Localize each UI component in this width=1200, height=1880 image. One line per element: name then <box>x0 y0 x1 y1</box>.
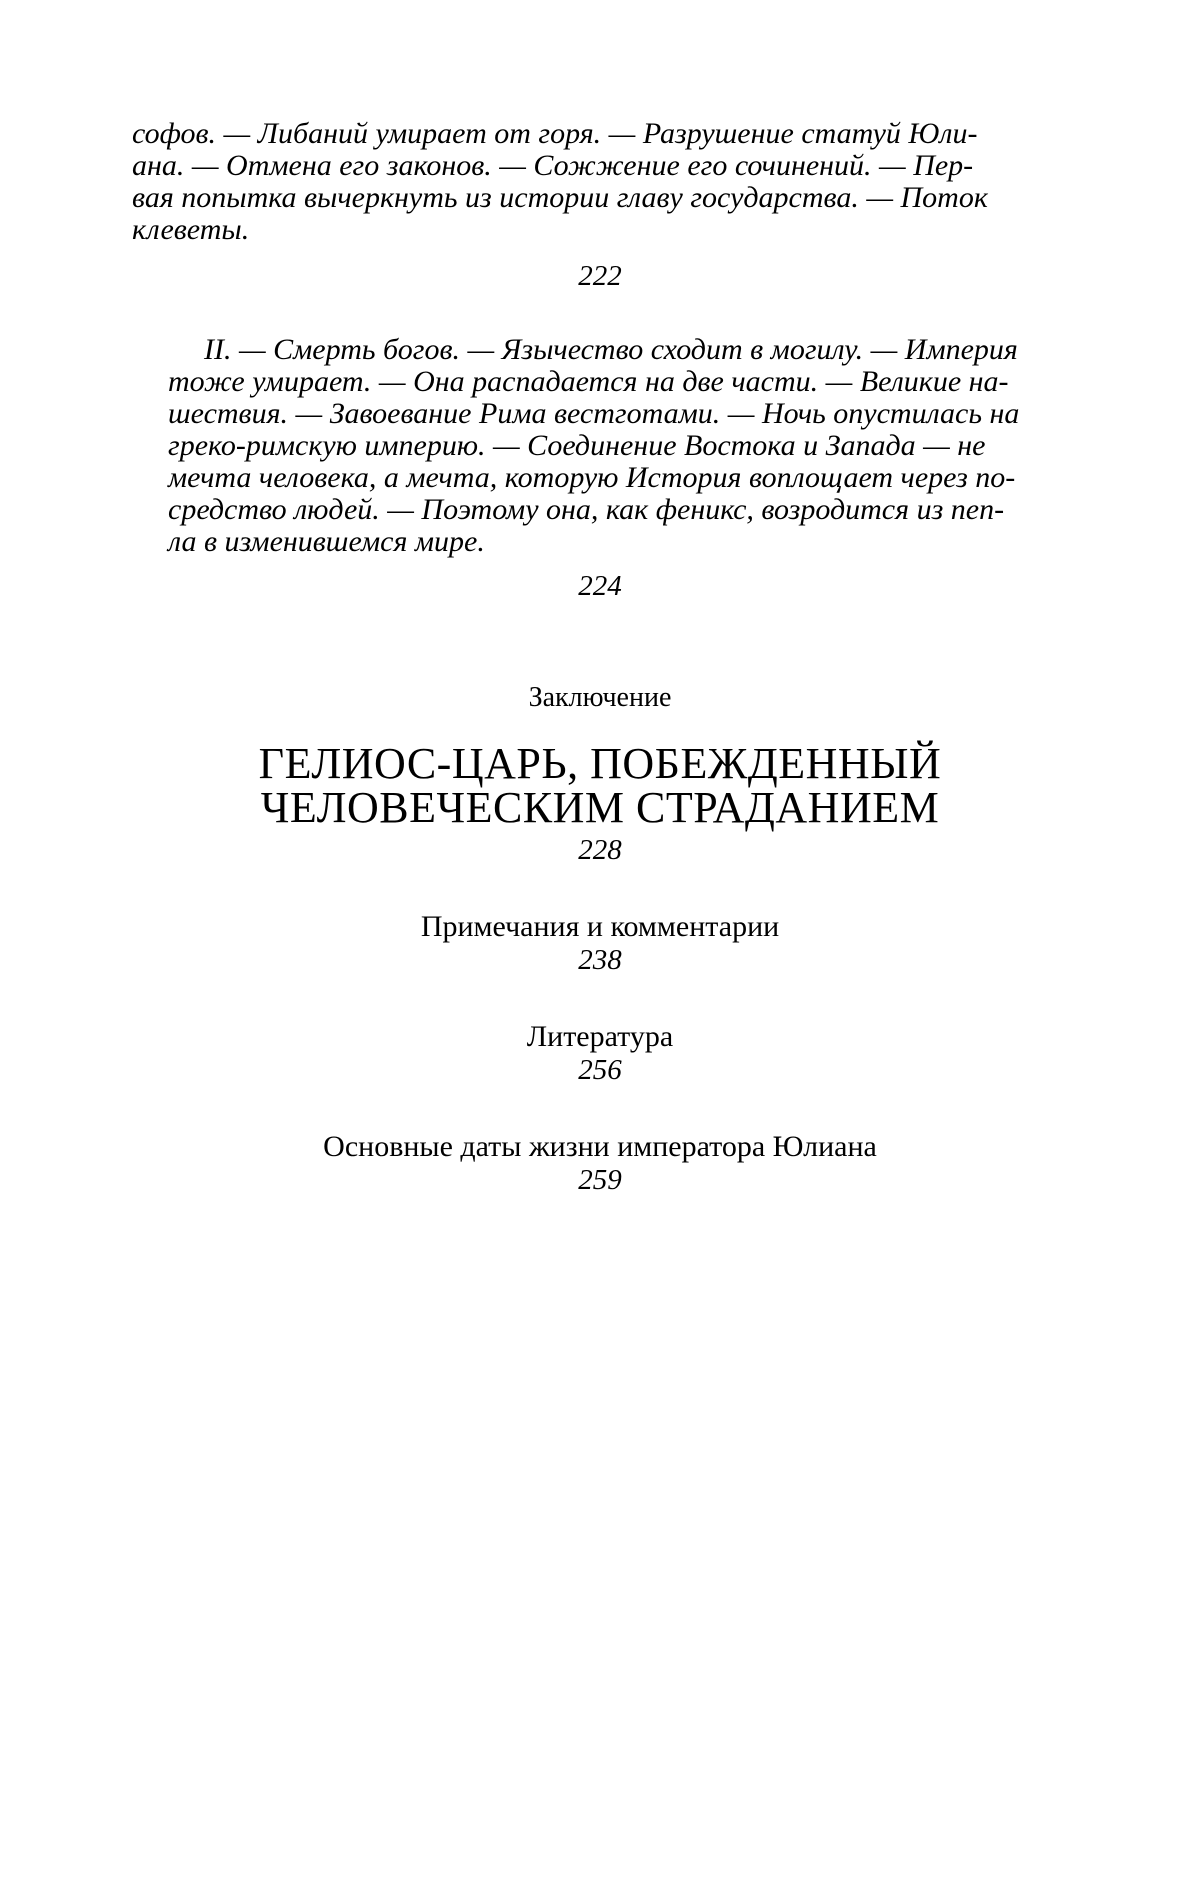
summary-line: софов. — Либаний умирает от горя. — Разрушение статуй Юли- <box>132 117 978 150</box>
literature-heading: Литература <box>526 1020 674 1053</box>
summary-line: ла в изменившемся мире. <box>168 525 485 558</box>
summary-line: клеветы. <box>132 213 250 246</box>
page-number: 222 <box>578 260 622 292</box>
conclusion-label: Заключение <box>528 682 672 713</box>
summary-line: ана. — Отмена его законов. — Сожжение его сочинений. — Пер- <box>132 149 974 182</box>
section-ii-summary-text <box>132 334 1068 558</box>
chapter-summary-text <box>132 118 1068 246</box>
notes-heading: Примечания и комментарии <box>420 910 780 943</box>
page-number: 256 <box>578 1054 622 1086</box>
conclusion-title-line: ГЕЛИОС-ЦАРЬ, ПОБЕЖДЕННЫЙ <box>258 739 942 788</box>
page-number: 238 <box>578 944 622 976</box>
summary-line: шествия. — Завоевание Рима вестготами. — Ночь опустилась на <box>168 397 1020 430</box>
conclusion-title <box>132 739 1068 832</box>
summary-line: вая попытка вычеркнуть из истории главу государства. — Поток <box>132 181 988 214</box>
toc-entry-chapter-summary <box>132 118 1068 292</box>
summary-line: средство людей. — Поэтому она, как феникс, возродится из пеп- <box>168 493 1005 526</box>
page-number: 224 <box>578 570 622 602</box>
summary-line: греко-римскую империю. — Соединение Востока и Запада — не <box>168 429 986 462</box>
page-number: 228 <box>578 834 622 866</box>
table-of-contents-page <box>132 118 1068 1196</box>
summary-line: мечта человека, а мечта, которую История воплощает через по- <box>168 461 1016 494</box>
toc-entry-section-ii <box>132 334 1068 602</box>
summary-line: II. — Смерть богов. — Язычество сходит в могилу. — Империя <box>204 333 1018 366</box>
page-number: 259 <box>578 1164 622 1196</box>
dates-heading: Основные даты жизни императора Юлиана <box>323 1130 877 1163</box>
summary-line: тоже умирает. — Она распадается на две части. — Великие на- <box>168 365 1009 398</box>
conclusion-title-line: ЧЕЛОВЕЧЕСКИМ СТРАДАНИЕМ <box>260 783 940 832</box>
